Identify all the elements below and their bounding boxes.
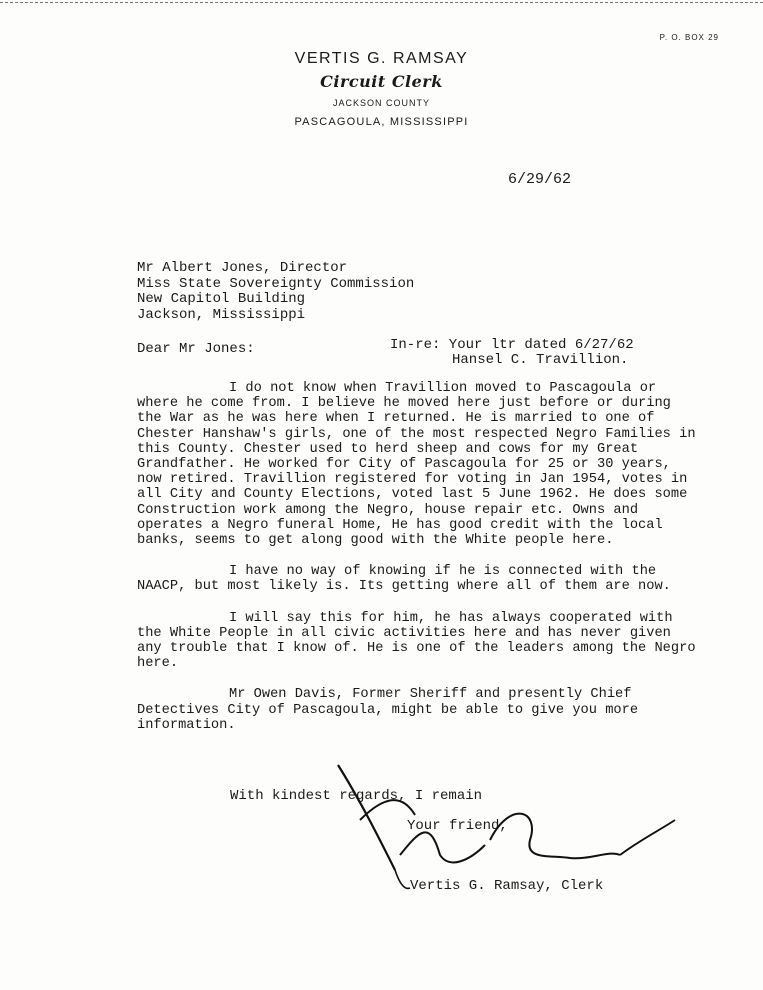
closing-line: With kindest regards, I remain <box>230 788 483 804</box>
body-paragraph: I will say this for him, he has always cooperated with the White People in all civic activities here and has never given any trouble that I know of. He is one of the leaders among the Negro here. <box>137 610 696 672</box>
letter-date: 6/29/62 <box>508 171 572 188</box>
letterhead-city: PASCAGOULA, MISSISSIPPI <box>294 116 469 128</box>
po-box: P. O. BOX 29 <box>659 33 719 42</box>
body-paragraph: I do not know when Travillion moved to Pascagoula or where he come from. I believe he moved here just before or during the War as he was here when I returned. He is married to one of Chester Hanshaw's girls, one of the most respected Negro Families in this County. Chester used to herd sheep and cows for my Great Grandfather. He worked for City of Pascagoula for 25 or 30 years, now retired. Travillion registered for voting in Jan 1954, votes in all City and County Elections, voted last 5 June 1962. He does some Construction work among the Negro, house repair etc. Owns and operates a Negro funeral Home, He has good credit with the local banks, seems to get along good with the White people here. <box>137 381 696 549</box>
in-re-line: In-re: Your ltr dated 6/27/62 <box>390 337 634 353</box>
recipient-line: Miss State Sovereignty Commission <box>137 275 415 292</box>
top-edge-line <box>0 2 763 3</box>
letterhead-title: Circuit Clerk <box>320 72 443 91</box>
letterhead-county: JACKSON COUNTY <box>332 98 430 108</box>
recipient-line: Mr Albert Jones, Director <box>137 260 348 276</box>
letter-body <box>137 381 697 749</box>
salutation: Dear Mr Jones: <box>137 341 255 357</box>
recipient-address <box>137 261 414 323</box>
recipient-line: New Capitol Building <box>137 291 306 307</box>
body-paragraph: Mr Owen Davis, Former Sheriff and presently Chief Detectives City of Pascagoula, might be able to give you more information. <box>137 687 639 733</box>
recipient-line: Jackson, Mississippi <box>137 306 306 323</box>
in-re-subject: Hansel C. Travillion. <box>452 352 629 368</box>
complimentary-close: Your friend, <box>407 818 508 834</box>
signature-name: Vertis G. Ramsay, Clerk <box>410 878 604 894</box>
in-re-reference <box>390 338 634 368</box>
body-paragraph: I have no way of knowing if he is connected with the NAACP, but most likely is. Its getting where all of them are now. <box>137 564 671 595</box>
letterhead-name: VERTIS G. RAMSAY <box>294 50 469 67</box>
